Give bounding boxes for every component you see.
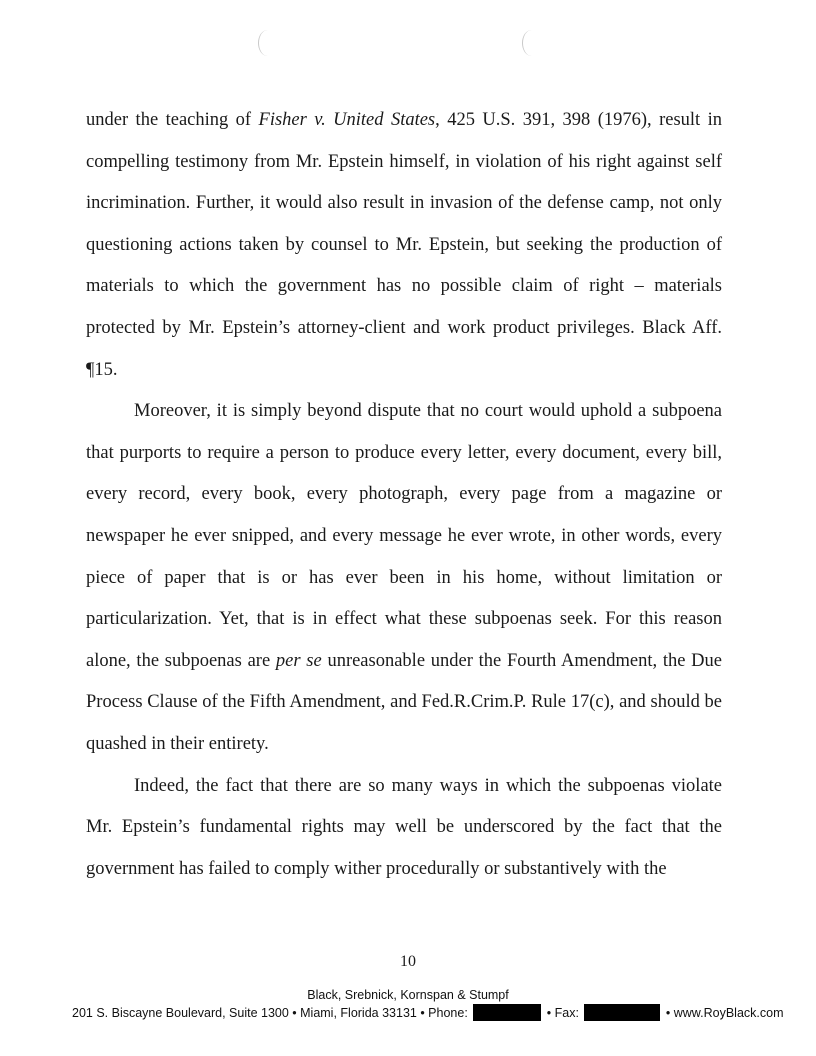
footer-contact-line bbox=[72, 1004, 784, 1021]
footer-firm-name: Black, Srebnick, Kornspan & Stumpf bbox=[307, 988, 509, 1002]
latin-phrase: per se bbox=[275, 650, 322, 671]
page-number: 10 bbox=[400, 953, 416, 970]
paragraph-3: Indeed, the fact that there are so many ways in which the subpoenas violate Mr. Epstein’s fundamental rights may well be underscored by the fact that the government has failed to comply wither procedurally or substantively with the bbox=[86, 775, 722, 879]
punch-hole-mark bbox=[258, 30, 277, 56]
footer-fax-label: • Fax: bbox=[546, 1006, 579, 1020]
paragraph-1: under the teaching of Fisher v. United States, 425 U.S. 391, 398 (1976), result in compelling testimony from Mr. Epstein himself, in violation of his right against self incrimination. Further, it would also result in invasion of the defense camp, not only questioning actions taken by counsel to Mr. Epstein, but seeking the production of materials to which the government has no possible claim of right – materials protected by Mr. Epstein’s attorney-client and work product privileges. Black Aff. ¶15. bbox=[86, 110, 723, 380]
redacted-phone bbox=[473, 1004, 541, 1021]
paragraph-2: Moreover, it is simply beyond dispute that no court would uphold a subpoena that purports to require a person to produce every letter, every document, every bill, every record, every book, every photograph, every page from a magazine or newspaper he ever snipped, and every message he ever wrote, in other words, every piece of paper that is or has ever been in his home, without limitation or particularization. Yet, that is in effect what these subpoenas seek. For this reason alone, the subpoenas are per se unreasonable under the Fourth Amendment, the Due Process Clause of the Fifth Amendment, and Fed.R.Crim.P. Rule 17(c), and should be quashed in their entirety. bbox=[86, 401, 722, 754]
document-body bbox=[86, 100, 722, 890]
punch-hole-mark bbox=[522, 30, 541, 56]
footer-address: 201 S. Biscayne Boulevard, Suite 1300 • Miami, Florida 33131 • Phone: bbox=[72, 1006, 468, 1020]
footer-website: • www.RoyBlack.com bbox=[665, 1006, 784, 1020]
case-citation: Fisher v. United States bbox=[258, 110, 436, 130]
redacted-fax bbox=[584, 1004, 660, 1021]
